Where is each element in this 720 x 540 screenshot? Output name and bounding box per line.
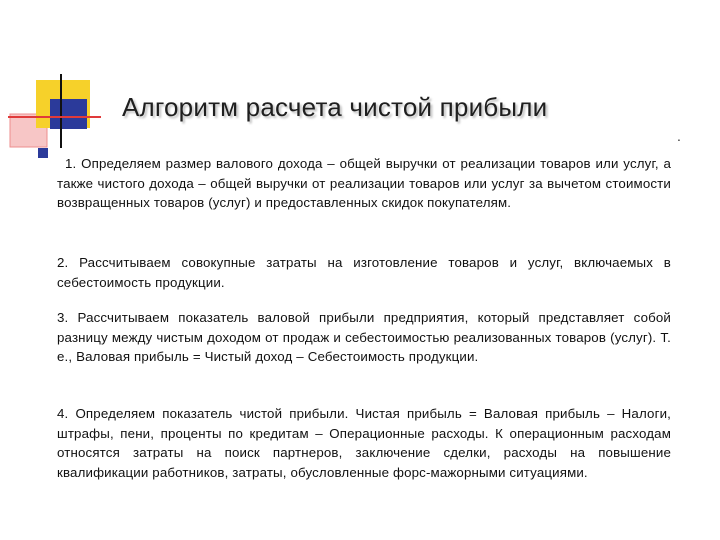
corner-mark: . — [677, 128, 681, 144]
blue-square-large — [50, 99, 87, 129]
paragraph-step-4: 4. Определяем показатель чистой прибыли. Чистая прибыль = Валовая прибыль – Налоги, штрафы, пени, проценты по кредитам – Операционные расходы. К операционным расходам относятся затраты на поиск партнеров, заключение сделки, расходы на повышение квалификации работников, затраты, обусловленные форс-мажорными ситуациями. — [57, 406, 671, 480]
corner-squares-logo — [0, 0, 120, 170]
paragraph-step-3: 3. Рассчитываем показатель валовой прибыли предприятия, который представляет собой разницу между чистым доходом от продаж и себестоимостью реализованных товаров (услуг). Т. е., Валовая прибыль = Чистый доход – Себестоимость продукции. — [57, 310, 671, 364]
slide-title: Алгоритм расчета чистой прибыли — [122, 92, 548, 122]
paragraph-step-1: 1. Определяем размер валового дохода – общей выручки от реализации товаров или услуг, а также чистого дохода – общей выручки от реализации товаров или услуг за вычетом стоимости возвращенных товаров (услуг) и предоставленных скидок покупателям. — [57, 156, 671, 210]
blue-square-small — [38, 148, 48, 158]
paragraph-step-2: 2. Рассчитываем совокупные затраты на изготовление товаров и услуг, включаемых в себестоимость продукции. — [57, 255, 671, 290]
